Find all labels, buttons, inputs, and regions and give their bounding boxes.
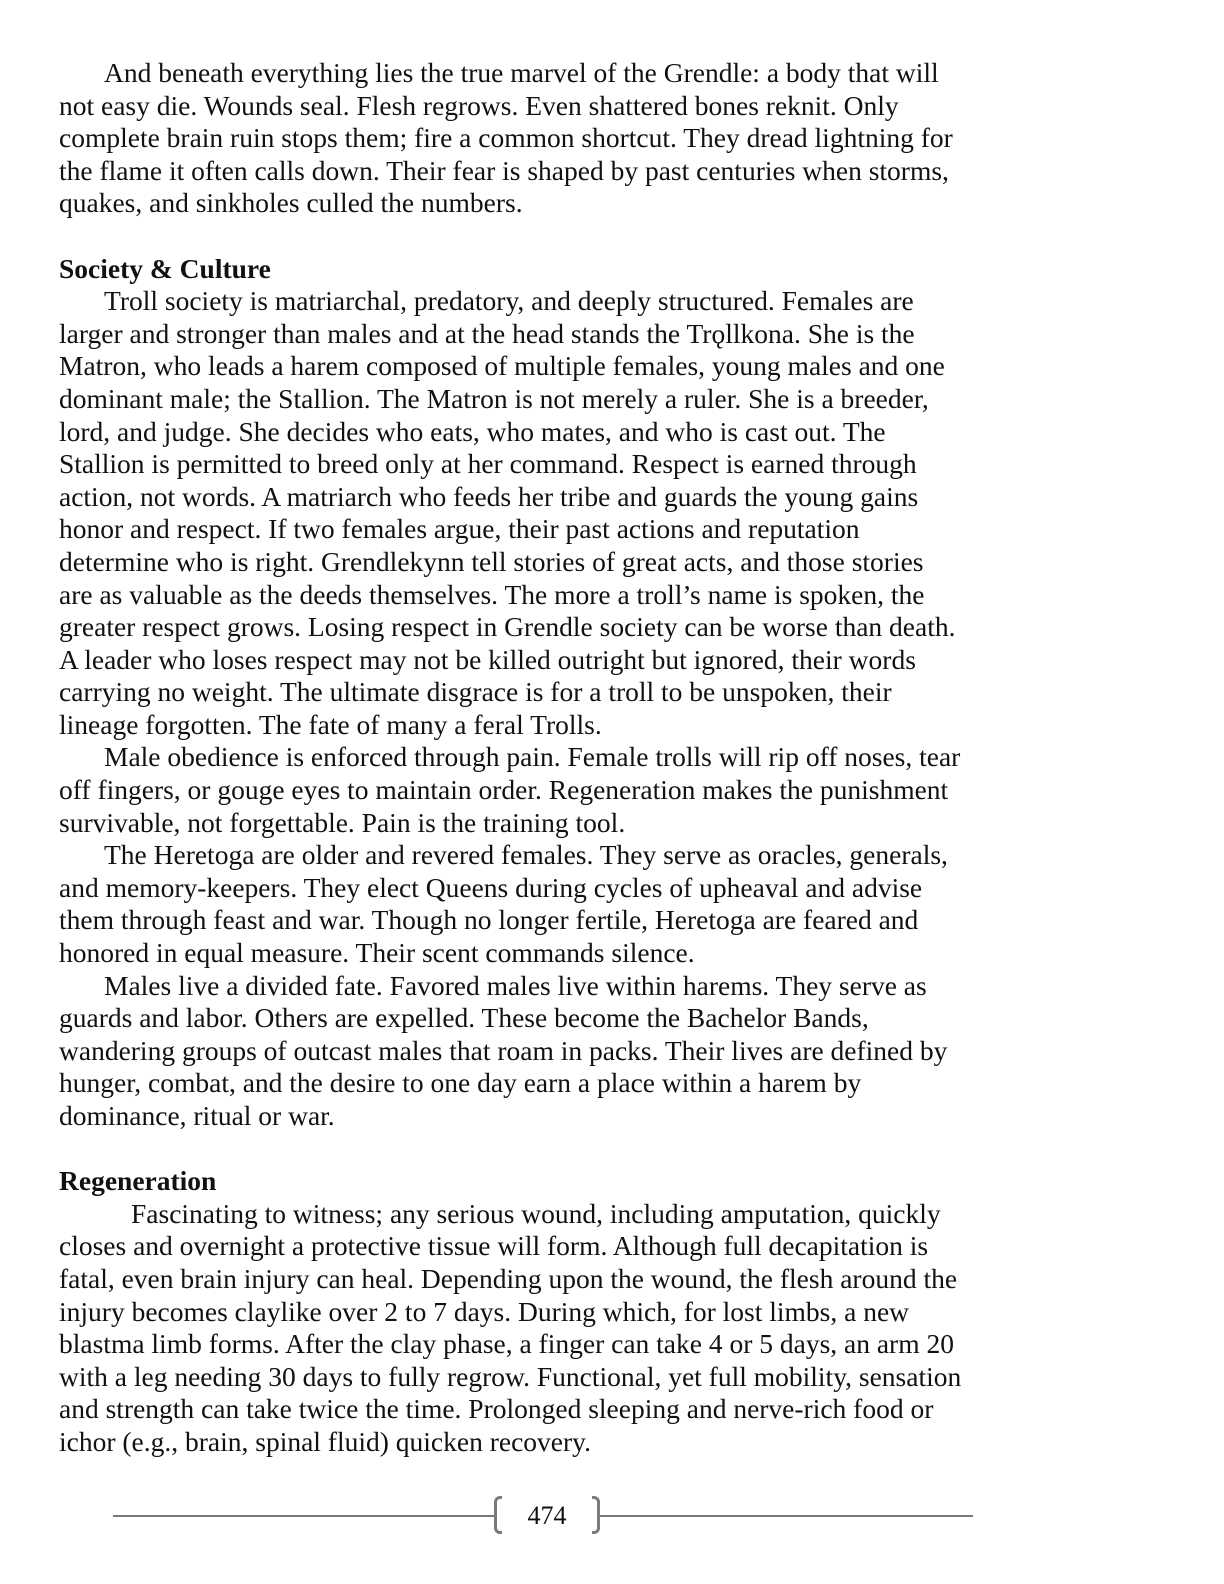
footer-rule-left <box>113 1515 495 1517</box>
paragraph <box>59 1198 1059 1459</box>
text-line: lord, and judge. She decides who eats, who mates, and who is cast out. The <box>59 415 886 447</box>
blank-line <box>59 1133 1059 1166</box>
text-line: honored in equal measure. Their scent commands silence. <box>59 937 695 969</box>
text-line: injury becomes claylike over 2 to 7 days. During which, for lost limbs, a new <box>59 1295 910 1327</box>
page-number: 474 <box>527 1501 567 1530</box>
paragraph <box>59 741 1059 839</box>
paragraph <box>59 57 1059 220</box>
text-line: greater respect grows. Losing respect in Grendle society can be worse than death. <box>59 611 956 643</box>
text-line: Males live a divided fate. Favored males live within harems. They serve as <box>104 969 927 1001</box>
text-line: honor and respect. If two females argue, their past actions and reputation <box>59 513 860 545</box>
text-line: them through feast and war. Though no longer fertile, Heretoga are feared and <box>59 904 919 936</box>
text-line: closes and overnight a protective tissue will form. Although full decapitation is <box>59 1230 929 1262</box>
text-line: Stallion is permitted to breed only at her command. Respect is earned through <box>59 448 917 480</box>
text-line: carrying no weight. The ultimate disgrace is for a troll to be unspoken, their <box>59 676 892 708</box>
text-line: quakes, and sinkholes culled the numbers. <box>59 187 523 219</box>
text-line: and memory-keepers. They elect Queens during cycles of upheaval and advise <box>59 871 923 903</box>
text-line: Troll society is matriarchal, predatory, and deeply structured. Females are <box>104 285 914 317</box>
text-line: are as valuable as the deeds themselves. The more a troll’s name is spoken, the <box>59 578 925 610</box>
document-body <box>59 57 1059 1459</box>
footer-rule-right <box>599 1515 973 1517</box>
text-line: larger and stronger than males and at the head stands the Trǫllkona. She is the <box>59 317 915 349</box>
blank-line <box>59 220 1059 253</box>
text-line: The Heretoga are older and revered females. They serve as oracles, generals, <box>104 839 948 871</box>
footer-bracket-left <box>494 1496 502 1534</box>
page-footer <box>113 1494 973 1538</box>
text-line: And beneath everything lies the true marvel of the Grendle: a body that will <box>104 57 939 88</box>
text-line: complete brain ruin stops them; fire a common shortcut. They dread lightning for <box>59 122 953 154</box>
text-line: A leader who loses respect may not be killed outright but ignored, their words <box>59 643 916 675</box>
paragraph <box>59 839 1059 969</box>
text-line: Male obedience is enforced through pain. Female trolls will rip off noses, tear <box>104 741 961 773</box>
text-line: fatal, even brain injury can heal. Depending upon the wound, the flesh around the <box>59 1262 958 1294</box>
text-line: guards and labor. Others are expelled. These become the Bachelor Bands, <box>59 1002 869 1034</box>
text-line: action, not words. A matriarch who feeds her tribe and guards the young gains <box>59 480 919 512</box>
text-line: Matron, who leads a harem composed of multiple females, young males and one <box>59 350 945 382</box>
text-line: with a leg needing 30 days to fully regrow. Functional, yet full mobility, sensation <box>59 1360 962 1392</box>
section-heading: Society & Culture <box>59 252 271 284</box>
paragraph <box>59 285 1059 741</box>
paragraph <box>59 970 1059 1133</box>
text-line: ichor (e.g., brain, spinal fluid) quicken recovery. <box>59 1425 591 1457</box>
text-line: the flame it often calls down. Their fear is shaped by past centuries when storms, <box>59 154 949 186</box>
text-line: blastma limb forms. After the clay phase, a finger can take 4 or 5 days, an arm 20 <box>59 1328 954 1360</box>
text-line: wandering groups of outcast males that roam in packs. Their lives are defined by <box>59 1034 948 1066</box>
text-line: determine who is right. Grendlekynn tell stories of great acts, and those stories <box>59 545 924 577</box>
text-line: survivable, not forgettable. Pain is the training tool. <box>59 806 626 838</box>
text-line: and strength can take twice the time. Prolonged sleeping and nerve-rich food or <box>59 1393 934 1425</box>
text-line: dominance, ritual or war. <box>59 1100 335 1131</box>
section-heading: Regeneration <box>59 1165 217 1197</box>
text-line: hunger, combat, and the desire to one day earn a place within a harem by <box>59 1067 862 1099</box>
text-line: lineage forgotten. The fate of many a feral Trolls. <box>59 708 602 740</box>
text-line: off fingers, or gouge eyes to maintain order. Regeneration makes the punishment <box>59 774 949 806</box>
text-line: Fascinating to witness; any serious wound, including amputation, quickly <box>131 1197 941 1229</box>
text-line: dominant male; the Stallion. The Matron is not merely a ruler. She is a breeder, <box>59 382 929 414</box>
text-line: not easy die. Wounds seal. Flesh regrows. Even shattered bones reknit. Only <box>59 89 899 121</box>
